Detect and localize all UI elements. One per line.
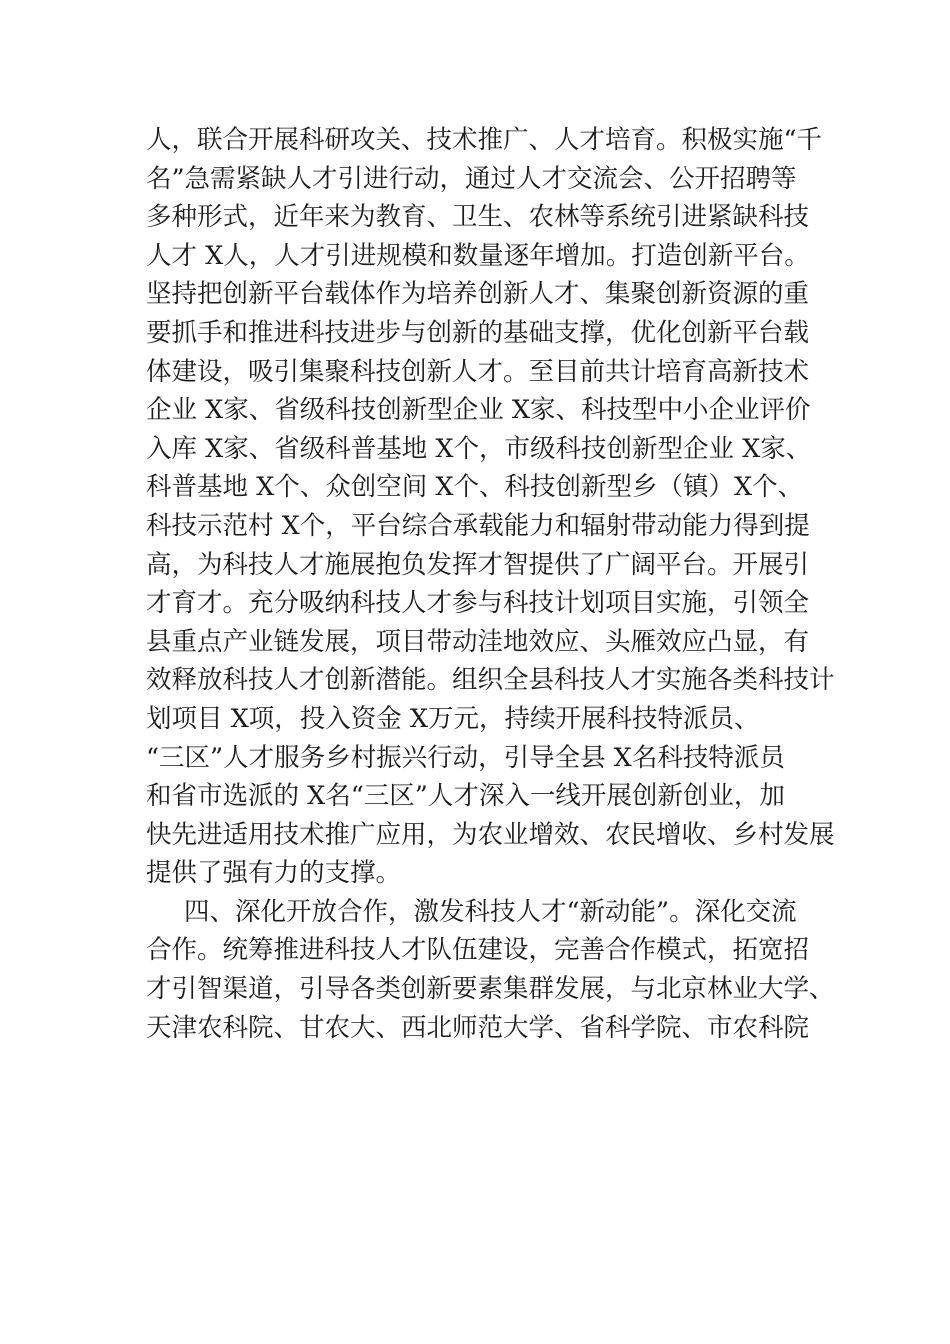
text-line: 划项目 X项，投入资金 X万元，持续开展科技特派员、 <box>146 703 760 734</box>
text-line: 人才 X人，人才引进规模和数量逐年增加。打造创新平台。 <box>146 240 810 271</box>
body-text <box>146 121 846 1047</box>
text-line: 名”急需紧缺人才引进行动，通过人才交流会、公开招聘等 <box>146 163 797 194</box>
text-line: 合作。统筹推进科技人才队伍建设，完善合作模式，拓宽招 <box>146 935 810 966</box>
section-heading-line: 四、深化开放合作，激发科技人才“新动能”。深化交流 <box>184 896 797 927</box>
text-line: 效释放科技人才创新潜能。组织全县科技人才实施各类科技计 <box>146 665 835 696</box>
text-line: 提供了强有力的支撑。 <box>146 858 402 889</box>
text-line: 和省市选派的 X名“三区”人才深入一线开展创新创业，加 <box>146 781 785 812</box>
text-line: 高，为科技人才施展抱负发挥才智提供了广阔平台。开展引 <box>146 549 810 580</box>
text-line: 才育才。充分吸纳科技人才参与科技计划项目实施，引领全 <box>146 588 810 619</box>
text-line: 入库 X家、省级科普基地 X个，市级科技创新型企业 X家、 <box>146 433 812 464</box>
text-line: 人，联合开展科研攻关、技术推广、人才培育。积极实施“千 <box>146 125 823 155</box>
text-line: “三区”人才服务乡村振兴行动，引导全县 X名科技特派员 <box>146 742 785 773</box>
text-line: 科技示范村 X个，平台综合承载能力和辐射带动能力得到提 <box>146 510 810 541</box>
text-line: 科普基地 X个、众创空间 X个、科技创新型乡（镇）X个、 <box>146 472 804 503</box>
text-line: 要抓手和推进科技进步与创新的基础支撑，优化创新平台载 <box>146 317 810 348</box>
text-line: 县重点产业链发展，项目带动洼地效应、头雁效应凸显，有 <box>146 626 810 657</box>
text-line: 体建设，吸引集聚科技创新人才。至目前共计培育高新技术 <box>146 356 810 387</box>
text-line: 企业 X家、省级科技创新型企业 X家、科技型中小企业评价 <box>146 395 811 426</box>
text-line: 快先进适用技术推广应用，为农业增效、农民增收、乡村发展 <box>146 819 835 850</box>
text-line: 多种形式，近年来为教育、卫生、农林等系统引进紧缺科技 <box>146 202 810 233</box>
text-line: 才引智渠道，引导各类创新要素集群发展，与北京林业大学、 <box>146 974 835 1005</box>
text-line: 坚持把创新平台载体作为培养创新人才、集聚创新资源的重 <box>146 279 810 310</box>
text-line: 天津农科院、甘农大、西北师范大学、省科学院、市农科院 <box>146 1012 810 1043</box>
